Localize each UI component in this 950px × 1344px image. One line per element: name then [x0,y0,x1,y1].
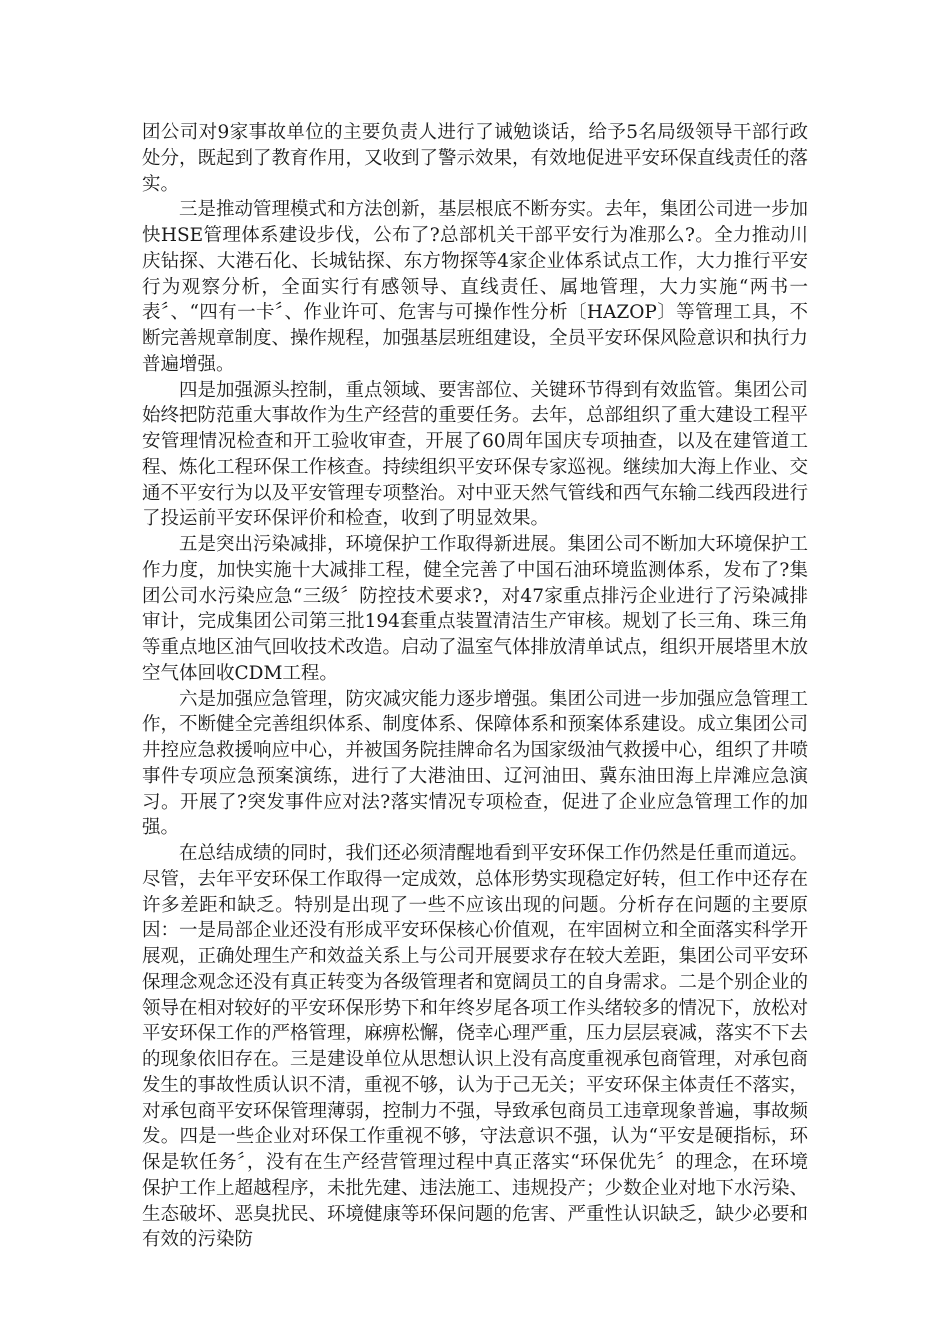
document-body [142,120,808,1253]
paragraph-point-three: 三是推动管理模式和方法创新，基层根底不断夯实。去年，集团公司进一步加快HSE管理体系建设步伐，公布了?总部机关干部平安行为准那么?。全力推动川庆钻探、大港石化、长城钻探、东方物探等4家企业体系试点工作，大力推行平安行为观察分析，全面实行有感领导、直线责任、属地管理，大力实施“两书一表〞、“四有一卡〞、作业许可、危害与可操作性分析〔HAZOP〕等管理工具，不断完善规章制度、操作规程，加强基层班组建设，全员平安环保风险意识和执行力普遍增强。 [142,199,809,375]
paragraph-point-four: 四是加强源头控制，重点领域、要害部位、关键环节得到有效监管。集团公司始终把防范重大事故作为生产经营的重要任务。去年，总部组织了重大建设工程平安管理情况检查和开工验收审查，开展了60周年国庆专项抽查，以及在建管道工程、炼化工程环保工作核查。持续组织平安环保专家巡视。继续加大海上作业、交通不平安行为以及平安管理专项整治。对中亚天然气管线和西气东输二线西段进行了投运前平安环保评价和检查，收到了明显效果。 [142,379,809,530]
paragraph-point-five: 五是突出污染减排，环境保护工作取得新进展。集团公司不断加大环境保护工作力度，加快实施十大减排工程，健全完善了中国石油环境监测体系，发布了?集团公司水污染应急“三级〞防控技术要求?，对47家重点排污企业进行了污染减排审计，完成集团公司第三批194套重点装置清洁生产审核。规划了长三角、珠三角等重点地区油气回收技术改造。启动了温室气体排放清单试点，组织开展塔里木放空气体回收CDM工程。 [142,534,809,684]
paragraph-continuation: 团公司对9家事故单位的主要负责人进行了诫勉谈话，给予5名局级领导干部行政处分，既起到了教育作用，又收到了警示效果，有效地促进平安环保直线责任的落实。 [142,122,809,195]
paragraph-point-six: 六是加强应急管理，防灾减灾能力逐步增强。集团公司进一步加强应急管理工作，不断健全完善组织体系、制度体系、保障体系和预案体系建设。成立集团公司井控应急救援响应中心，并被国务院挂牌命名为国家级油气救援中心，组织了井喷事件专项应急预案演练，进行了大港油田、辽河油田、冀东油田海上岸滩应急演习。开展了?突发事件应对法?落实情况专项检查，促进了企业应急管理工作的加强。 [142,688,809,839]
paragraph-problems: 在总结成绩的同时，我们还必须清醒地看到平安环保工作仍然是任重而道远。尽管，去年平安环保工作取得一定成效，总体形势实现稳定好转，但工作中还存在许多差距和缺乏。特别是出现了一些不应该出现的问题。分析存在问题的主要原因：一是局部企业还没有形成平安环保核心价值观，在牢固树立和全面落实科学开展观，正确处理生产和效益关系上与公司开展要求存在较大差距，集团公司平安环保理念观念还没有真正转变为各级管理者和宽阔员工的自身需求。二是个别企业的领导在相对较好的平安环保形势下和年终岁尾各项工作头绪较多的情况下，放松对平安环保工作的严格管理，麻痹松懈，侥幸心理严重，压力层层衰减，落实不下去的现象依旧存在。三是建设单位从思想认识上没有高度重视承包商管理，对承包商发生的事故性质认识不清，重视不够，认为于己无关；平安环保主体责任不落实，对承包商平安环保管理薄弱，控制力不强，导致承包商员工违章现象普遍，事故频发。四是一些企业对环保工作重视不够，守法意识不强，认为“平安是硬指标，环保是软任务〞，没有在生产经营管理过程中真正落实“环保优先〞的理念，在环境保护工作上超越程序，未批先建、违法施工、违规投产；少数企业对地下水污染、生态破坏、恶臭扰民、环境健康等环保问题的危害、严重性认识缺乏，缺少必要和有效的污染防 [142,843,809,1251]
